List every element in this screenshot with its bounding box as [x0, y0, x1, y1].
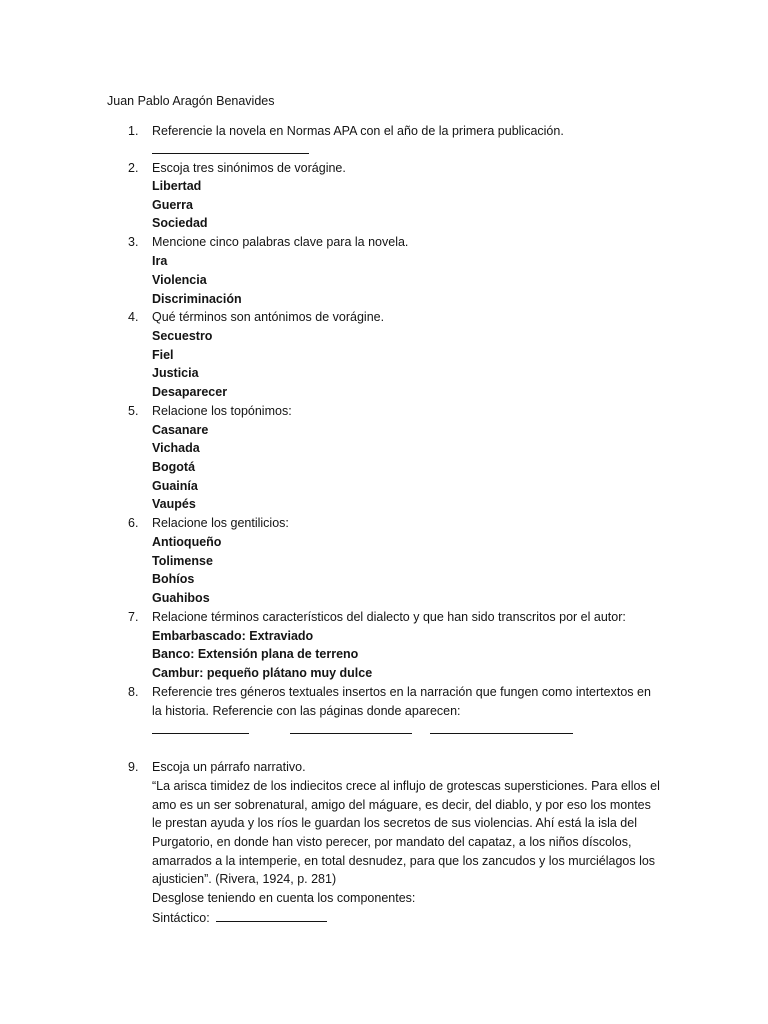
- component-label: Sintáctico:: [152, 911, 210, 925]
- answer-item: Guainía: [152, 479, 198, 493]
- quote-line: ajusticien”. (Rivera, 1924, p. 281): [152, 872, 337, 886]
- answer-item: Banco: Extensión plana de terreno: [152, 647, 359, 661]
- question-text: Relacione términos característicos del dialecto y que han sido transcritos por el autor:: [152, 610, 626, 624]
- author-name: Juan Pablo Aragón Benavides: [107, 94, 275, 108]
- answer-item: Cambur: pequeño plátano muy dulce: [152, 666, 373, 680]
- answer-blank[interactable]: [290, 720, 412, 734]
- answer-item: Antioqueño: [152, 535, 222, 549]
- quote-line: le prestan ayuda y los ríos le guardan los secretos de sus violencias. Ahí está la isla del: [152, 816, 637, 830]
- answer-item: Casanare: [152, 423, 209, 437]
- answer-item: Bogotá: [152, 460, 196, 474]
- quote-line: amo es un ser sobrenatural, amigo del máguare, es decir, del diablo, y por eso los montes: [152, 798, 651, 812]
- answer-item: Bohíos: [152, 572, 195, 586]
- question-number: 5.: [128, 404, 139, 418]
- question-number: 1.: [128, 124, 139, 138]
- answer-item: Guahibos: [152, 591, 210, 605]
- question-text: Qué términos son antónimos de vorágine.: [152, 310, 385, 324]
- answer-item: Guerra: [152, 198, 193, 212]
- question-number: 3.: [128, 235, 139, 249]
- answer-item: Justicia: [152, 366, 199, 380]
- instruction-text: Desglose teniendo en cuenta los componentes:: [152, 891, 416, 905]
- answer-item: Libertad: [152, 179, 202, 193]
- question-number: 2.: [128, 161, 139, 175]
- question-number: 9.: [128, 760, 139, 774]
- quote-line: “La arisca timidez de los indiecitos crece al influjo de grotescas supersticiones. Para ellos el: [152, 779, 660, 793]
- answer-item: Discriminación: [152, 292, 242, 306]
- answer-item: Ira: [152, 254, 168, 268]
- answer-item: Violencia: [152, 273, 207, 287]
- answer-item: Desaparecer: [152, 385, 228, 399]
- question-text: la historia. Referencie con las páginas donde aparecen:: [152, 704, 461, 718]
- question-number: 4.: [128, 310, 139, 324]
- answer-blank[interactable]: [216, 908, 327, 922]
- answer-item: Embarbascado: Extraviado: [152, 629, 314, 643]
- question-text: Relacione los gentilicios:: [152, 516, 289, 530]
- question-text: Mencione cinco palabras clave para la novela.: [152, 235, 409, 249]
- answer-blank[interactable]: [152, 140, 309, 159]
- component-row: [152, 908, 327, 927]
- question-text: Escoja un párrafo narrativo.: [152, 760, 306, 774]
- answer-blank[interactable]: [152, 720, 249, 734]
- answer-blank-row: [152, 720, 573, 739]
- answer-item: Vichada: [152, 441, 200, 455]
- answer-item: Secuestro: [152, 329, 213, 343]
- question-text: Referencie la novela en Normas APA con el año de la primera publicación.: [152, 124, 564, 138]
- quote-line: amarrados a la intemperie, en total desnudez, para que los zancudos y los murciélagos los: [152, 854, 656, 868]
- answer-item: Sociedad: [152, 216, 208, 230]
- answer-item: Vaupés: [152, 497, 196, 511]
- answer-item: Fiel: [152, 348, 174, 362]
- question-number: 7.: [128, 610, 139, 624]
- question-text: Escoja tres sinónimos de vorágine.: [152, 161, 346, 175]
- quote-line: Purgatorio, en donde han visto perecer, por mandato del capataz, a los niños díscolos,: [152, 835, 632, 849]
- question-number: 6.: [128, 516, 139, 530]
- question-text: Relacione los topónimos:: [152, 404, 292, 418]
- question-text: Referencie tres géneros textuales insertos en la narración que fungen como intertextos en: [152, 685, 651, 699]
- answer-item: Tolimense: [152, 554, 213, 568]
- answer-blank[interactable]: [430, 720, 573, 734]
- question-number: 8.: [128, 685, 139, 699]
